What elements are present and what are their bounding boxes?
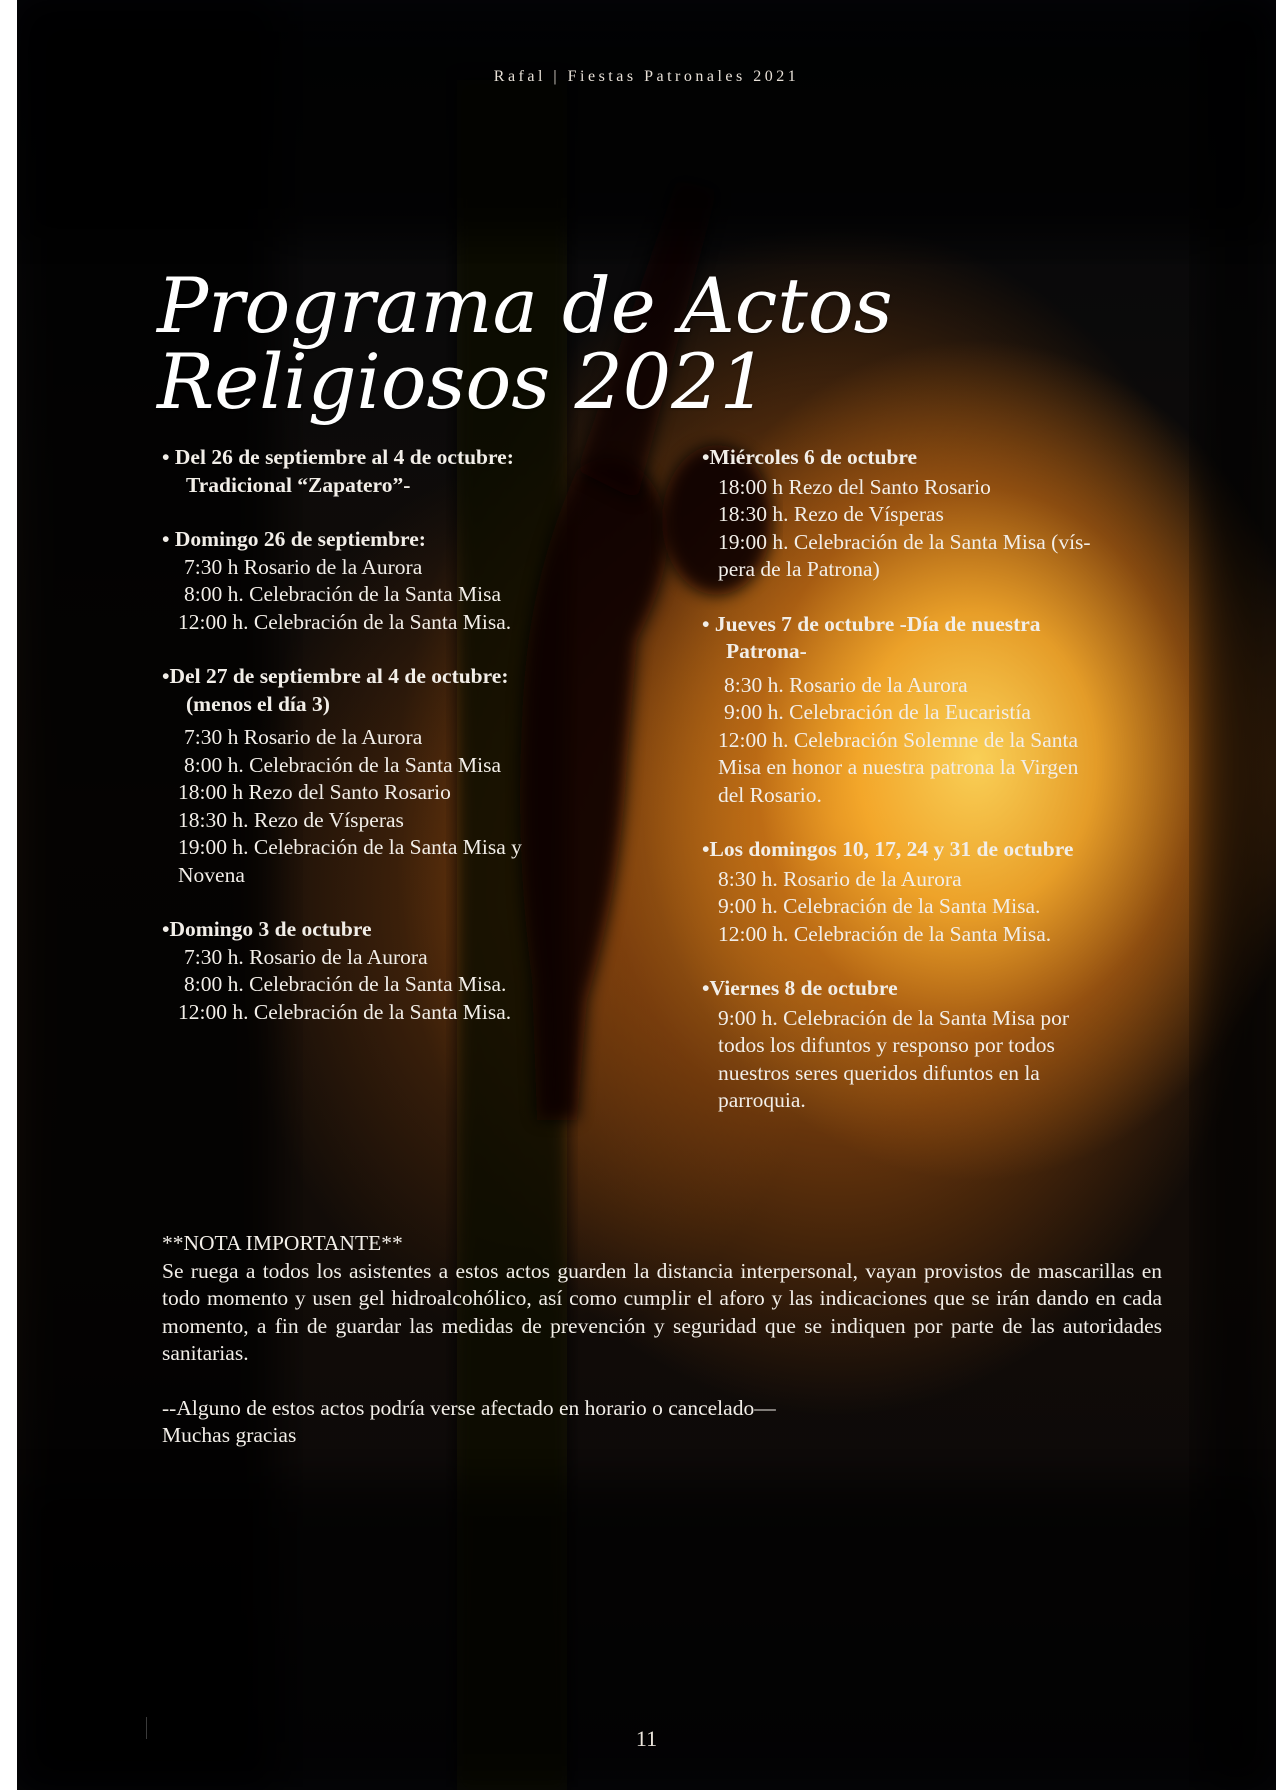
schedule-line: Misa en honor a nuestra patrona la Virgen [718, 755, 1079, 779]
schedule-line: 12:00 h. Celebración de la Santa Misa. [718, 921, 1052, 946]
schedule-line: 9:00 h. Celebración de la Santa Misa. [718, 894, 1041, 918]
schedule-line: todos los difuntos y responso por todos [718, 1033, 1055, 1057]
schedule-section [702, 444, 1172, 584]
schedule-section [702, 975, 1172, 1115]
section-heading [162, 916, 632, 944]
section-heading [162, 526, 632, 554]
section-heading-text: •Domingo 3 de octubre [162, 917, 372, 941]
page [17, 0, 1276, 1790]
page-title: Programa de Actos Religiosos 2021 [157, 261, 893, 426]
schedule-line: nuestros seres queridos difuntos en la [718, 1060, 1040, 1085]
schedule-section [162, 663, 632, 889]
schedule-section [702, 611, 1172, 810]
schedule-line: 19:00 h. Celebración de la Santa Misa y [178, 835, 522, 859]
section-heading [702, 836, 1172, 864]
schedule-line: 8:30 h. Rosario de la Aurora [718, 866, 962, 891]
section-heading [162, 444, 632, 499]
schedule-line: 18:30 h. Rezo de Vísperas [718, 502, 944, 526]
schedule-line: 18:00 h Rezo del Santo Rosario [178, 780, 451, 804]
section-heading-text: •Los domingos 10, 17, 24 y 31 de octubre [702, 837, 1074, 861]
schedule-line: 12:00 h. Celebración de la Santa Misa. [178, 609, 512, 634]
schedule-line: 8:00 h. Celebración de la Santa Misa [184, 752, 502, 777]
schedule-line: parroquia. [718, 1088, 806, 1112]
important-note [162, 1230, 1162, 1450]
schedule-section [162, 916, 632, 1026]
page-number: 11 [635, 1726, 658, 1751]
schedule-line: Novena [178, 862, 245, 887]
schedule-line: 18:00 h Rezo del Santo Rosario [718, 474, 991, 499]
section-heading-text: •Del 27 de septiembre al 4 de octubre: [162, 664, 509, 688]
schedule-line: 18:30 h. Rezo de Vísperas [178, 807, 404, 832]
schedule-right-column [702, 444, 1172, 1142]
schedule-line: 8:00 h. Celebración de la Santa Misa [184, 582, 502, 606]
section-heading-text: •Miércoles 6 de octubre [702, 445, 918, 469]
schedule-section [702, 836, 1172, 948]
section-heading-subtext: (menos el día 3) [186, 691, 330, 716]
schedule-line: 8:00 h. Celebración de la Santa Misa. [184, 972, 507, 996]
section-heading-text: • Del 26 de septiembre al 4 de octubre: [162, 445, 514, 469]
section-heading [162, 663, 632, 718]
schedule-line: 7:30 h Rosario de la Aurora [184, 554, 423, 579]
note-thanks: Muchas gracias [162, 1423, 297, 1447]
section-heading [702, 975, 1172, 1003]
note-warning: --Alguno de estos actos podría verse afectado en horario o cancelado— [162, 1395, 776, 1420]
section-heading-subtext: Tradicional “Zapatero”- [186, 472, 411, 497]
schedule-line: del Rosario. [718, 782, 822, 807]
section-heading [702, 444, 1172, 472]
page-header: Rafal | Fiestas Patronales 2021 [493, 68, 800, 85]
schedule-line: 8:30 h. Rosario de la Aurora [724, 672, 968, 697]
section-heading [702, 611, 1172, 666]
schedule-line: 7:30 h Rosario de la Aurora [184, 725, 423, 749]
section-heading-text: • Domingo 26 de septiembre: [162, 527, 426, 551]
schedule-line: 12:00 h. Celebración Solemne de la Santa [718, 727, 1079, 752]
section-heading-subtext: Patrona- [726, 639, 807, 663]
schedule-line: pera de la Patrona) [718, 557, 880, 581]
schedule-line: 19:00 h. Celebración de la Santa Misa (vís- [718, 529, 1091, 554]
note-body: Se ruega a todos los asistentes a estos actos guarden la distancia interpersonal, vayan provistos de mascarillas en todo momento y usen gel hidroalcohólico, así como cumplir el aforo y las indicaciones que se irán dando en cada momento, a fin de guardar las medidas de prevención y seguridad que se indiquen por parte de las autoridades sanitarias. [162, 1258, 1162, 1365]
section-heading-text: •Viernes 8 de octubre [702, 976, 898, 1000]
section-heading-text: • Jueves 7 de octubre -Día de nuestra [702, 611, 1041, 636]
note-title: **NOTA IMPORTANTE** [162, 1231, 403, 1255]
schedule-left-column [162, 444, 632, 1053]
schedule-line: 9:00 h. Celebración de la Eucaristía [724, 700, 1031, 724]
schedule-line: 12:00 h. Celebración de la Santa Misa. [178, 999, 512, 1024]
schedule-line: 7:30 h. Rosario de la Aurora [184, 944, 428, 969]
schedule-line: 9:00 h. Celebración de la Santa Misa por [718, 1005, 1070, 1030]
schedule-section [162, 526, 632, 636]
schedule-section [162, 444, 632, 499]
